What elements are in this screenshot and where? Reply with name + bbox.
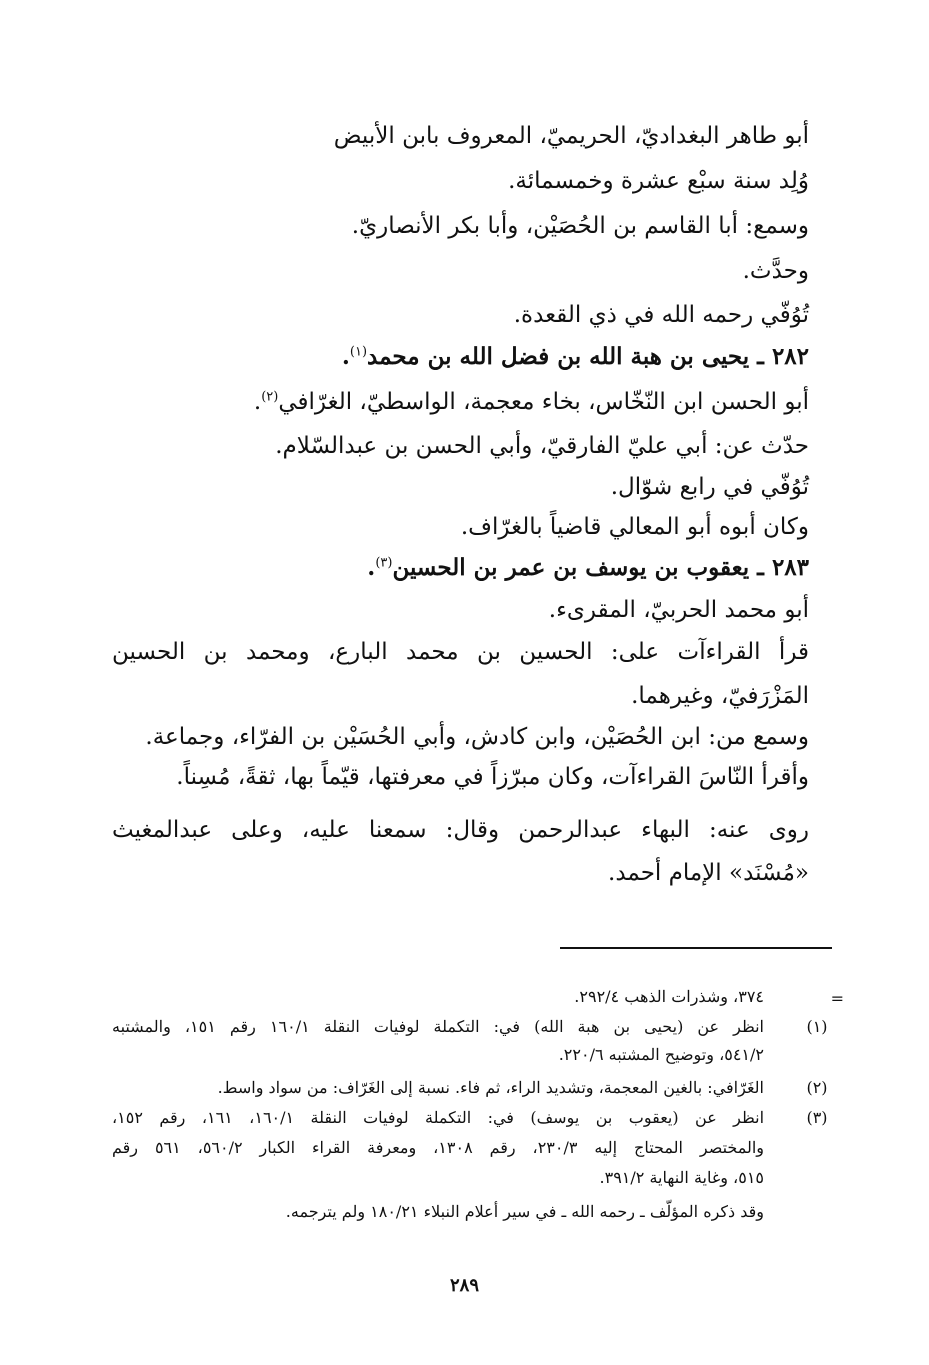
entry-282-line-1-text: أبو الحسن ابن النّخّاس، بخاء معجمة، الواسطيّ، الغرّافي	[278, 389, 809, 415]
entry-283-line-4: وسمع من: ابن الحُصَيْن، وابن كادش، وأبي الحُسَيْن بن الفرّاء، وجماعة.	[145, 724, 809, 750]
entry-283-footnote-ref: (٣)	[375, 555, 393, 571]
footnote-1-line-2: ٥٤١/٢، وتوضيح المشتبه ٢٢٠/٦.	[558, 1045, 764, 1064]
entry-283-line-6: روى عنه: البهاء عبدالرحمن وقال: سمعنا عليه، وعلى عبدالمغيث	[112, 817, 809, 843]
entry-283-heading	[367, 553, 809, 583]
footnote-3-line-4: وقد ذكره المؤلّف ـ رحمه الله ـ في سير أعلام النبلاء ١٨٠/٢١ ولم يترجمه.	[285, 1202, 764, 1221]
footnote-3-number: (٣)	[806, 1108, 828, 1127]
page-number: ٢٨٩	[449, 1275, 479, 1296]
body-line-5: تُوُفّي رحمه الله في ذي القعدة.	[513, 302, 809, 328]
body-line-1: أبو طاهر البغداديّ، الحريميّ، المعروف بابن الأبيض	[333, 123, 809, 149]
footnote-2-line-1: الغَرّافي: بالغين المعجمة، وتشديد الراء، ثم فاء. نسبة إلى الغَرّاف: من سواد واسط.	[217, 1078, 764, 1097]
entry-283-title: ٢٨٣ ـ يعقوب بن يوسف بن عمر بن الحسين	[392, 554, 809, 581]
entry-282-title: ٢٨٢ ـ يحيى بن هبة الله بن فضل الله بن محمد	[367, 343, 809, 370]
body-line-2: وُلِد سنة سبْع عشرة وخمسمائة.	[508, 168, 809, 194]
entry-283-line-5: وأقرأ النّاسَ القراءآت، وكان مبرّزاً في معرفتها، قيّماً بها، ثقةً، مُسِناً.	[176, 764, 809, 790]
footnote-1-number: (١)	[806, 1017, 828, 1036]
footnote-1-line-1: انظر عن (يحيى بن هبة الله) في: التكملة لوفيات النقلة ١٦٠/١ رقم ١٥١، والمشتبه	[112, 1017, 764, 1036]
footnote-continuation-text: ٣٧٤، وشذرات الذهب ٢٩٢/٤.	[574, 987, 764, 1006]
entry-282-line-2: حدّث عن: أبي عليّ الفارقيّ، وأبي الحسن بن عبدالسّلام.	[275, 433, 809, 459]
entry-282-line-1-period: .	[253, 389, 262, 415]
entry-282-footnote-ref: (١)	[349, 344, 368, 360]
entry-283-line-3: المَزْرَفيّ، وغيرهما.	[631, 683, 809, 709]
entry-282-heading	[342, 342, 809, 372]
footnote-3-line-1: انظر عن (يعقوب بن يوسف) في: التكملة لوفيات النقلة ١٦٠/١، ١٦١، رقم ١٥٢،	[112, 1108, 765, 1127]
footnote-3-line-2: والمختصر المحتاج إليه ٢٣٠/٣، رقم ١٣٠٨، ومعرفة القراء الكبار ٥٦٠/٢، ٥٦١ رقم	[112, 1138, 765, 1157]
entry-282-line-4: وكان أبوه أبو المعالي قاضياً بالغرّاف.	[460, 514, 809, 540]
entry-283-line-7: «مُسْنَد» الإمام أحمد.	[608, 860, 809, 886]
footnote-2-number: (٢)	[806, 1078, 828, 1097]
entry-282-period: .	[341, 343, 350, 370]
entry-282-line-3: تُوُفّي في رابع شوّال.	[610, 474, 809, 500]
body-line-3: وسمع: أبا القاسم بن الحُصَيْن، وأبا بكر الأنصاريّ.	[351, 213, 809, 239]
entry-282-line-1	[254, 387, 809, 417]
body-line-4: وحدَّث.	[742, 258, 809, 284]
entry-283-period: .	[367, 554, 376, 581]
footnote-3-line-3: ٥١٥، وغاية النهاية ٣٩١/٢.	[599, 1168, 764, 1187]
footnote-continuation-mark: =	[830, 989, 844, 1008]
footnote-separator	[560, 947, 832, 949]
entry-283-line-2: قرأ القراءآت على: الحسين بن محمد البارع، ومحمد بن الحسين	[112, 639, 809, 665]
entry-282-line-1-footnote-ref: (٢)	[261, 389, 279, 405]
entry-283-line-1: أبو محمد الحربيّ، المقرىء.	[548, 597, 809, 623]
